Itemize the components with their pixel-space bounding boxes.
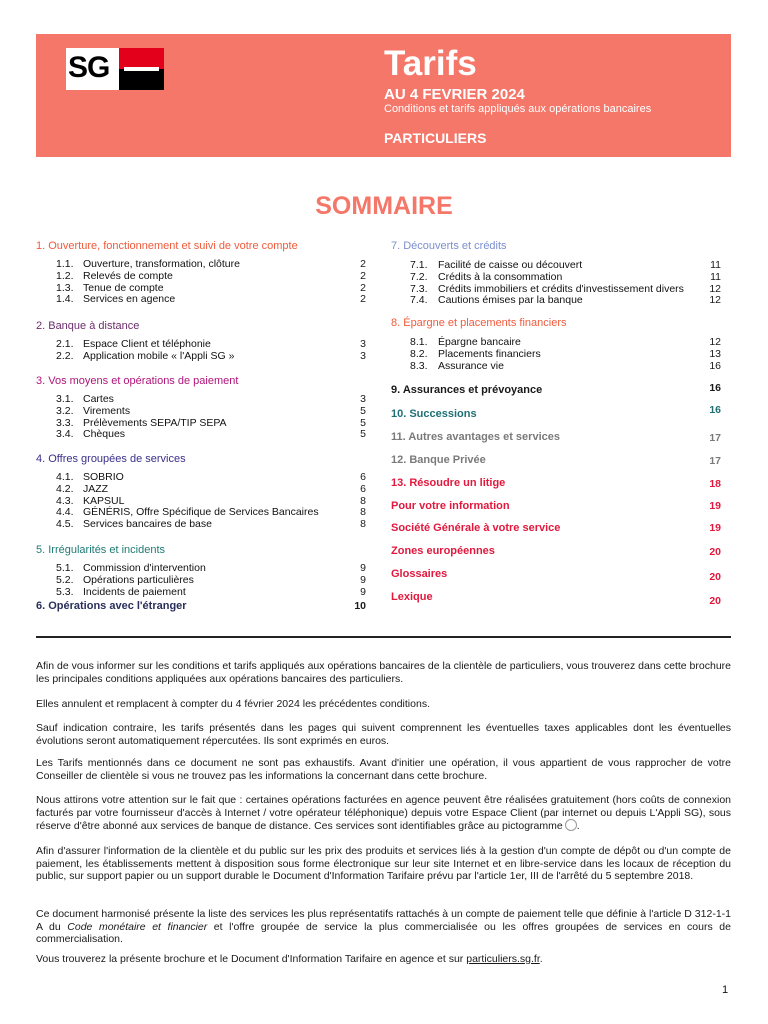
toc-item-4-5[interactable]: Services bancaires de base	[83, 518, 212, 531]
taxes-paragraph: Sauf indication contraire, les tarifs présentés dans les pages qui suivent comprennent les éventuelles taxes applicables dont les éventuelles évolutions seront automatiquement répercutées. Ils sont exprimés en euros.	[36, 722, 731, 747]
toc-page: 2	[360, 269, 366, 282]
document-subtitle: Conditions et tarifs appliqués aux opérations bancaires	[384, 103, 652, 115]
toc-item-number: 8.1.	[410, 336, 428, 348]
toc-section-r4[interactable]: 10. Successions	[391, 408, 477, 420]
toc-item-1-1[interactable]: Ouverture, transformation, clôture	[83, 258, 240, 270]
toc-section-r6[interactable]: 12. Banque Privée	[391, 454, 486, 466]
toc-page: 9	[360, 562, 366, 574]
toc-item-4-2[interactable]: JAZZ	[83, 482, 109, 495]
brochure-paragraph: Vous trouverez la présente brochure et le Document d'Information Tarifaire en agence et sur particuliers.sg.fr.	[36, 953, 543, 965]
toc-page: 3	[360, 349, 366, 362]
toc-item-3-1[interactable]: Cartes	[83, 393, 114, 405]
toc-page: 17	[709, 455, 721, 467]
toc-page: 18	[709, 478, 721, 490]
toc-page: 17	[709, 432, 721, 444]
toc-section-r1[interactable]: 7. Découverts et crédits	[391, 240, 507, 252]
toc-page: 6	[360, 471, 366, 483]
toc-item-number: 4.5.	[56, 518, 74, 531]
remote-service-icon	[565, 819, 577, 831]
toc-page: 2	[360, 258, 366, 270]
toc-item-number: 2.2.	[56, 349, 74, 362]
toc-page: 5	[360, 404, 366, 417]
toc-item-number: 3.4.	[56, 428, 74, 441]
sommaire-title: SOMMAIRE	[315, 192, 453, 220]
toc-section-r11[interactable]: Glossaires	[391, 568, 448, 580]
toc-page: 19	[709, 522, 721, 534]
toc-page: 12	[709, 294, 721, 307]
toc-page: 3	[360, 393, 366, 405]
toc-item-number: 1.4.	[56, 293, 74, 306]
toc-section-r8[interactable]: Pour votre information	[391, 500, 510, 512]
toc-page: 9	[360, 573, 366, 586]
toc-page: 20	[709, 571, 721, 583]
toc-item-4-4[interactable]: GÉNÉRIS, Offre Spécifique de Services Bancaires	[83, 506, 319, 519]
exhaustive-paragraph: Les Tarifs mentionnés dans ce document ne sont pas exhaustifs. Avant d'initier une opération, il vous appartient de vous rapprocher de votre Conseiller de clientèle si vous ne trouvez pas les informations la concernant dans cette brochure.	[36, 757, 731, 782]
toc-page: 8	[360, 518, 366, 531]
toc-section-6[interactable]: 6. Opérations avec l'étranger	[36, 600, 187, 612]
toc-item-7-3[interactable]: Crédits immobiliers et crédits d'investissement divers	[438, 282, 684, 295]
toc-item-number: 1.3.	[56, 281, 74, 294]
header-banner	[36, 34, 731, 157]
toc-section-2[interactable]: 2. Banque à distance	[36, 320, 140, 332]
toc-page: 3	[360, 338, 366, 350]
toc-page: 8	[360, 506, 366, 519]
toc-item-number: 4.2.	[56, 482, 74, 495]
toc-page: 19	[709, 500, 721, 512]
toc-item-number: 1.2.	[56, 269, 74, 282]
toc-item-2-2[interactable]: Application mobile « l'Appli SG »	[83, 349, 235, 362]
document-title: Tarifs	[384, 44, 477, 83]
toc-section-r9[interactable]: Société Générale à votre service	[391, 522, 561, 534]
toc-page: 11	[710, 259, 721, 271]
particuliers-link[interactable]: particuliers.sg.fr	[466, 953, 540, 965]
toc-page: 16	[709, 359, 721, 372]
toc-item-number: 3.3.	[56, 416, 74, 429]
toc-page: 12	[709, 336, 721, 348]
toc-item-number: 5.3.	[56, 585, 74, 598]
toc-item-4-3[interactable]: KAPSUL	[83, 494, 125, 507]
toc-page: 2	[360, 281, 366, 294]
toc-page: 20	[709, 595, 721, 607]
toc-page: 5	[360, 428, 366, 441]
page-number: 1	[722, 984, 729, 996]
toc-page: 11	[710, 270, 721, 283]
toc-item-number: 7.1.	[410, 259, 428, 271]
toc-page: 8	[360, 494, 366, 507]
toc-page: 20	[709, 546, 721, 558]
toc-section-r5[interactable]: 11. Autres avantages et services	[391, 431, 560, 443]
toc-item-2-1[interactable]: Espace Client et téléphonie	[83, 338, 211, 350]
toc-section-r7[interactable]: 13. Résoudre un litige	[391, 477, 506, 489]
toc-page: 16	[709, 382, 721, 394]
toc-page: 2	[360, 293, 366, 306]
logo-text: SG	[68, 51, 110, 84]
divider	[36, 636, 731, 638]
toc-section-3[interactable]: 3. Vos moyens et opérations de paiement	[36, 375, 239, 387]
toc-item-1-4[interactable]: Services en agence	[83, 293, 176, 306]
toc-page: 12	[709, 282, 721, 295]
info-paragraph: Afin d'assurer l'information de la clientèle et du public sur les prix des produits et services liés à la gestion d'un compte de dépôt ou d'un compte de paiement, les établissements mettent à disposition sous forme électronique sur leur site Internet et en libre-service dans les locaux de réception du public, sur support papier ou un support durable le Document d'Information Tarifaire prévu par l'article 1er, III de l'arrêté du 5 septembre 2018.	[36, 845, 731, 882]
toc-item-8-2[interactable]: Placements financiers	[438, 347, 541, 360]
toc-page: 10	[354, 600, 366, 612]
toc-section-1[interactable]: 1. Ouverture, fonctionnement et suivi de votre compte	[36, 240, 298, 252]
document-segment: PARTICULIERS	[384, 130, 487, 146]
toc-item-number: 7.4.	[410, 294, 428, 307]
toc-section-r2[interactable]: 8. Épargne et placements financiers	[391, 317, 567, 329]
toc-item-7-4[interactable]: Cautions émises par la banque	[438, 294, 583, 307]
toc-page: 16	[709, 404, 721, 416]
toc-item-3-3[interactable]: Prélèvements SEPA/TIP SEPA	[83, 416, 227, 429]
toc-item-1-2[interactable]: Relevés de compte	[83, 269, 173, 282]
toc-item-number: 3.2.	[56, 404, 74, 417]
toc-item-8-3[interactable]: Assurance vie	[438, 359, 504, 372]
toc-item-number: 4.1.	[56, 471, 74, 483]
attention-paragraph: Nous attirons votre attention sur le fait que : certaines opérations facturées en agence peuvent être réalisées gratuitement (hors coûts de connexion facturés par votre fournisseur d'accès à Internet / votre opérateur téléphonique) depuis votre Espace Client (par internet ou depuis L'Appli SG), sous réserve d'être abonné aux services de banque de distance. Ces services sont identifiables grâce au pictogramme .	[36, 794, 731, 832]
toc-item-number: 5.1.	[56, 562, 74, 574]
toc-page: 5	[360, 416, 366, 429]
toc-item-number: 7.2.	[410, 270, 428, 283]
toc-item-5-3[interactable]: Incidents de paiement	[83, 585, 186, 598]
toc-item-7-2[interactable]: Crédits à la consommation	[438, 270, 563, 283]
harmonised-paragraph: Ce document harmonisé présente la liste des services les plus représentatifs rattachés à un compte de paiement telle que définie à l'article D 312-1-1 A du Code monétaire et financier et l'offre groupée de service la plus commercialisée ou les offres groupées de services en cours de commercialisation.	[36, 908, 731, 945]
toc-item-number: 1.1.	[56, 258, 74, 270]
toc-section-4[interactable]: 4. Offres groupées de services	[36, 453, 186, 465]
toc-page: 9	[360, 585, 366, 598]
toc-item-number: 3.1.	[56, 393, 74, 405]
toc-section-r10[interactable]: Zones européennes	[391, 545, 495, 557]
toc-item-number: 5.2.	[56, 573, 74, 586]
toc-section-5[interactable]: 5. Irrégularités et incidents	[36, 544, 166, 556]
toc-section-r12[interactable]: Lexique	[391, 591, 433, 603]
toc-item-3-4[interactable]: Chèques	[83, 428, 126, 441]
toc-item-5-1[interactable]: Commission d'intervention	[83, 562, 206, 574]
toc-item-5-2[interactable]: Opérations particulières	[83, 573, 194, 586]
document-date: AU 4 FEVRIER 2024	[384, 86, 525, 103]
toc-section-r3[interactable]: 9. Assurances et prévoyance	[391, 384, 543, 396]
validity-paragraph: Elles annulent et remplacent à compter du 4 février 2024 les précédentes conditions.	[36, 698, 430, 710]
toc-item-number: 2.1.	[56, 338, 74, 350]
toc-item-number: 8.2.	[410, 347, 428, 360]
toc-item-1-3[interactable]: Tenue de compte	[83, 281, 164, 294]
intro-paragraph: Afin de vous informer sur les conditions et tarifs appliqués aux opérations bancaires de la clientèle de particuliers, vous trouverez dans cette brochure les principales conditions appliquées aux opérations bancaires des particuliers.	[36, 660, 731, 685]
toc-item-number: 7.3.	[410, 282, 428, 295]
toc-item-3-2[interactable]: Virements	[83, 404, 131, 417]
toc-item-4-1[interactable]: SOBRIO	[83, 471, 124, 483]
toc-item-8-1[interactable]: Épargne bancaire	[438, 336, 521, 348]
toc-page: 6	[360, 482, 366, 495]
toc-item-7-1[interactable]: Facilité de caisse ou découvert	[438, 259, 583, 271]
toc-item-number: 8.3.	[410, 359, 428, 372]
toc-item-number: 4.4.	[56, 506, 74, 519]
sg-logo	[66, 48, 164, 90]
toc-item-number: 4.3.	[56, 494, 74, 507]
toc-page: 13	[709, 347, 721, 360]
